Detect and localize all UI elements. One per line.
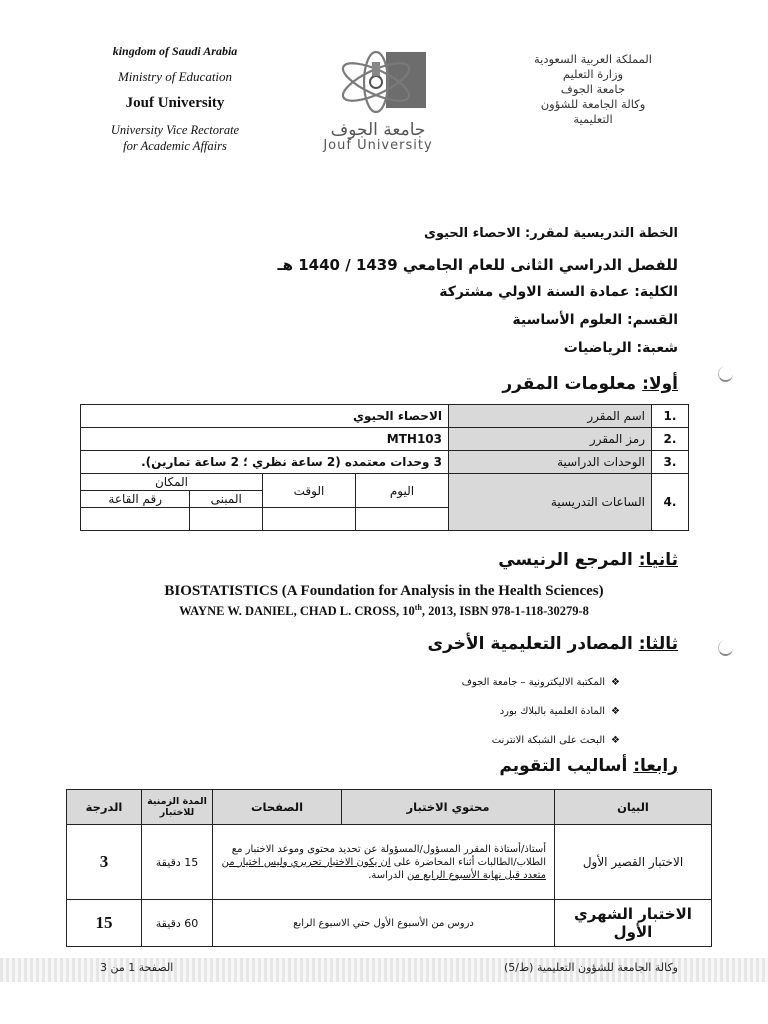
item-header: البيان (555, 790, 712, 825)
section-number: رابعا: (633, 756, 678, 776)
content-header: محتوي الاختبار (342, 790, 555, 825)
assessment-duration: 60 دقيقة (142, 900, 213, 947)
row-label: اسم المقرر (449, 405, 652, 428)
atom-emblem-icon (328, 48, 428, 114)
list-item (462, 668, 620, 697)
logo-english-name: Jouf University (323, 138, 433, 153)
ministry-name-en: Ministry of Education (117, 69, 233, 84)
authors-suffix: , 2013, ISBN 978-1-118-30279-8 (421, 604, 589, 619)
grade-header: الدرجة (67, 790, 142, 825)
course-plan-title: الخطة التدريسية لمقرر: الاحصاء الحيوى (424, 226, 678, 241)
course-code-value: MTH103 (81, 428, 449, 451)
university-name-en: Jouf University (125, 95, 225, 111)
assessment-content: دروس من الأسبوع الأول حتي الاسبوع الرابع (213, 900, 555, 947)
building-header: المبنى (190, 491, 263, 508)
section-course-info-heading (502, 374, 678, 394)
day-cell (356, 508, 449, 531)
table-row (81, 405, 689, 428)
row-number: .3 (652, 451, 689, 474)
section-number: ثالثا: (638, 634, 678, 654)
resource-text: البحث على الشبكة الانترنت (491, 735, 606, 746)
table-row (81, 428, 689, 451)
room-header: رقم القاعة (81, 491, 190, 508)
section-title: أساليب التقويم (499, 756, 628, 776)
punch-hole-mark (718, 640, 733, 656)
building-cell (190, 508, 263, 531)
assessment-grade: 15 (67, 900, 142, 947)
rectorate-line1: University Vice Rectorate (110, 123, 240, 137)
assessment-table (66, 789, 712, 947)
branch-line: شعبة: الرياضيات (563, 340, 678, 356)
content-text-end: الدراسة. (368, 869, 408, 881)
assessment-item: الاختبار الشهري الأول (555, 900, 712, 947)
section-number: أولا: (642, 374, 678, 394)
ministry-name-ar: وزارة التعليم (562, 67, 624, 81)
assessment-duration: 15 دقيقة (142, 825, 213, 900)
section-main-reference-heading (498, 550, 678, 570)
bullet-icon: ❖ (611, 735, 620, 746)
resource-text: المكتبة الاليكترونية – جامعة الجوف (461, 677, 606, 688)
country-name-ar: المملكة العربية السعودية (534, 52, 652, 66)
table-row (81, 451, 689, 474)
university-logo (298, 48, 458, 153)
resources-list (462, 668, 620, 755)
edition-superscript: th (414, 603, 422, 612)
rectorate-en (70, 122, 280, 154)
section-other-resources-heading (428, 634, 678, 654)
rectorate-line2: for Academic Affairs (123, 139, 227, 153)
course-name-value: الاحصاء الحيوي (81, 405, 449, 428)
table-row (67, 825, 712, 900)
semester-line: للفصل الدراسي الثانى للعام الجامعي 1439 / 1440 هـ (277, 256, 678, 274)
assessment-item: الاختبار القصير الأول (555, 825, 712, 900)
time-cell (263, 508, 356, 531)
table-header-row (67, 790, 712, 825)
rectorate-ar-line2: التعليمية (573, 112, 613, 126)
country-name-en: kingdom of Saudi Arabia (112, 44, 238, 58)
row-number: .1 (652, 405, 689, 428)
day-header: اليوم (356, 474, 449, 508)
bullet-icon: ❖ (611, 706, 620, 717)
row-number: .2 (652, 428, 689, 451)
pages-header: الصفحات (213, 790, 342, 825)
punch-hole-mark (718, 366, 733, 382)
assessment-grade: 3 (67, 825, 142, 900)
college-line: الكلية: عمادة السنة الاولي مشتركة (439, 284, 678, 300)
section-title: معلومات المقرر (502, 374, 637, 394)
credit-units-value: 3 وحدات معتمده (2 ساعة نظري ؛ 2 ساعة تمارين). (81, 451, 449, 474)
rectorate-ar-line1: وكالة الجامعة للشؤون (540, 97, 646, 111)
page-number: الصفحة 1 من 3 (100, 961, 174, 974)
section-number: ثانيا: (638, 550, 678, 570)
authors-prefix: WAYNE W. DANIEL, CHAD L. CROSS, 10 (179, 604, 415, 619)
room-cell (81, 508, 190, 531)
place-header: المكان (81, 474, 263, 491)
course-info-table (80, 404, 689, 531)
time-header: الوقت (263, 474, 356, 508)
reference-title: BIOSTATISTICS (A Foundation for Analysis in the Health Sciences) (164, 583, 604, 599)
english-letterhead (70, 44, 280, 154)
list-item (462, 726, 620, 755)
section-title: المرجع الرنيسي (498, 550, 633, 570)
content-underlined-text: ان يكون الاختبار تحريري وليس اختيار من متعدد قبل نهاية الأسبوع الرابع من (221, 856, 546, 881)
university-name-ar: جامعة الجوف (560, 82, 626, 96)
table-row (67, 900, 712, 947)
logo-arabic-name: جامعة الجوف (330, 120, 426, 140)
content-text: أستاذ/أستاذة المقرر المسؤول/المسؤولة عن تحديد محتوى وموعد الاختبار مع الطلاب/الطالبات أثناء المحاضرة على (231, 843, 546, 868)
list-item (462, 697, 620, 726)
resource-text: المادة العلمية بالبلاك بورد (499, 706, 606, 717)
duration-header: المدة الزمنية للاختبار (142, 790, 213, 825)
row-label: الساعات التدريسية (449, 474, 652, 531)
section-assessment-heading (499, 756, 678, 776)
row-number: .4 (652, 474, 689, 531)
table-row (81, 474, 689, 491)
row-label: رمز المقرر (449, 428, 652, 451)
department-line: القسم: العلوم الأساسية (512, 312, 678, 328)
footer-office-label: وكالة الجامعة للشؤون التعليمية (ط/5) (503, 961, 678, 974)
assessment-content (213, 825, 555, 900)
section-title: المصادر التعليمية الأخرى (427, 634, 633, 654)
bullet-icon: ❖ (611, 677, 620, 688)
row-label: الوحدات الدراسية (449, 451, 652, 474)
arabic-letterhead (528, 52, 658, 127)
reference-authors (80, 603, 688, 619)
